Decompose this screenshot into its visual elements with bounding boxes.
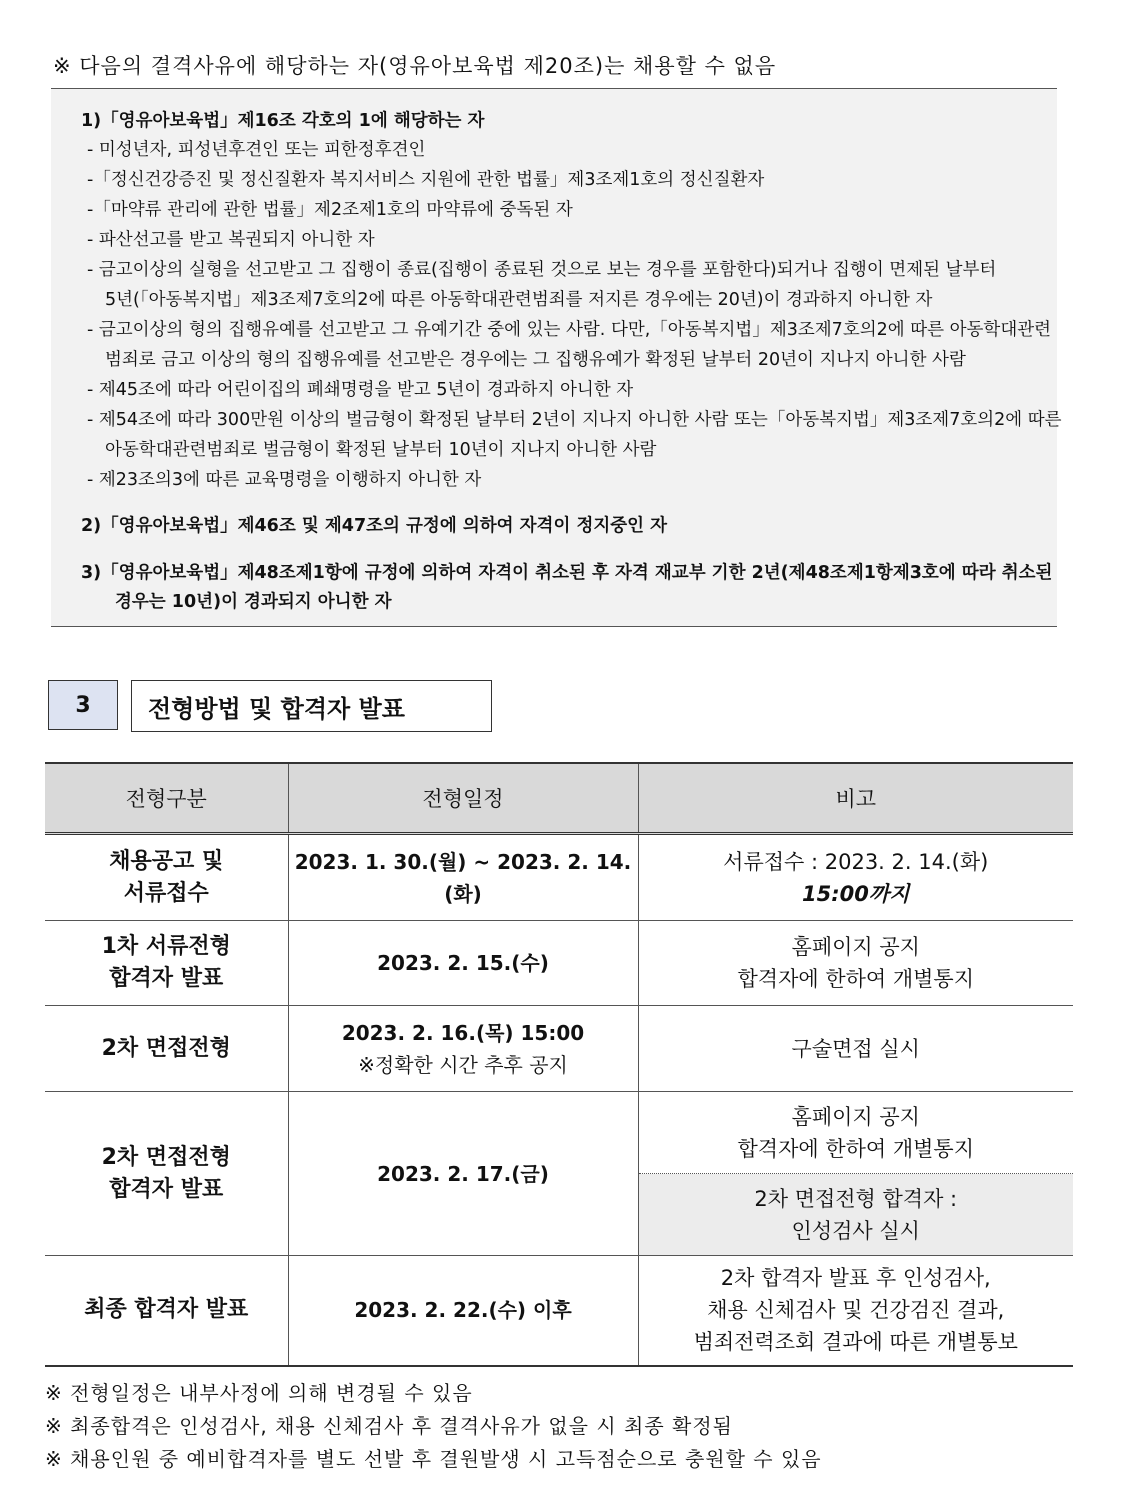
remarks-cell: 2차 합격자 발표 후 인성검사, 채용 신체검사 및 건강검진 결과, 범죄전력조회 결과에 따른 개별통보 <box>638 1256 1073 1366</box>
table-row <box>45 1006 1073 1092</box>
item3-heading-cont: 경우는 10년)이 경과되지 아니한 자 <box>115 592 392 612</box>
remarks-cell-sub: 2차 면접전형 합격자 : 인성검사 실시 <box>638 1174 1073 1256</box>
stage-cell: 2차 면접전형 <box>45 1006 288 1092</box>
table-row <box>45 834 1073 921</box>
header-stage: 전형구분 <box>45 763 288 834</box>
item1-line: 5년(「아동복지법」제3조제7호의2에 따른 아동학대관련범죄를 저지른 경우에는 20년)이 경과하지 아니한 자 <box>105 290 933 310</box>
date-cell: 2023. 2. 17.(금) <box>288 1092 638 1256</box>
table-row <box>45 1256 1073 1366</box>
stage-cell: 채용공고 및 서류접수 <box>45 834 288 921</box>
item1-line: - 금고이상의 실형을 선고받고 그 집행이 종료(집행이 종료된 것으로 보는 경우를 포함한다)되거나 집행이 면제된 날부터 <box>87 260 997 280</box>
date-cell: 2023. 1. 30.(월) ~ 2023. 2. 14.(화) <box>288 834 638 921</box>
table-header-row <box>45 763 1073 834</box>
item1-line: 아동학대관련범죄로 벌금형이 확정된 날부터 10년이 지나지 아니한 사람 <box>105 440 657 460</box>
date-cell: 2023. 2. 22.(수) 이후 <box>288 1256 638 1366</box>
table-row <box>45 921 1073 1006</box>
header-schedule: 전형일정 <box>288 763 638 834</box>
stage-cell: 최종 합격자 발표 <box>45 1256 288 1366</box>
date-cell: 2023. 2. 15.(수) <box>288 921 638 1006</box>
stage-cell: 2차 면접전형 합격자 발표 <box>45 1092 288 1256</box>
section-title: 전형방법 및 합격자 발표 <box>131 680 492 732</box>
item1-line: - 제45조에 따라 어린이집의 폐쇄명령을 받고 5년이 경과하지 아니한 자 <box>87 380 634 400</box>
schedule-table <box>45 762 1073 1367</box>
date-cell: 2023. 2. 16.(목) 15:00 ※정확한 시간 추후 공지 <box>288 1006 638 1092</box>
disqualification-box <box>51 88 1062 627</box>
remarks-cell: 홈페이지 공지 합격자에 한하여 개별통지 <box>638 1092 1073 1174</box>
item1-line: - 파산선고를 받고 복권되지 아니한 자 <box>87 230 375 250</box>
item1-heading: 1)「영유아보육법」제16조 각호의 1에 해당하는 자 <box>81 111 485 131</box>
footnote: ※ 최종합격은 인성검사, 채용 신체검사 후 결격사유가 없을 시 최종 확정됨 <box>45 1414 733 1438</box>
stage-cell: 1차 서류전형 합격자 발표 <box>45 921 288 1006</box>
item2-heading: 2)「영유아보육법」제46조 및 제47조의 규정에 의하여 자격이 정지중인 자 <box>81 516 668 536</box>
item1-line: -「마약류 관리에 관한 법률」제2조제1호의 마약류에 중독된 자 <box>87 200 573 220</box>
item3-heading: 3)「영유아보육법」제48조제1항에 규정에 의하여 자격이 취소된 후 자격 재교부 기한 2년(제48조제1항제3호에 따라 취소된 <box>81 563 1053 583</box>
item1-line: - 금고이상의 형의 집행유예를 선고받고 그 유예기간 중에 있는 사람. 다만,「아동복지법」제3조제7호의2에 따른 아동학대관련 <box>87 320 1052 340</box>
footnote: ※ 채용인원 중 예비합격자를 별도 선발 후 결원발생 시 고득점순으로 충원할 수 있음 <box>45 1447 822 1471</box>
footnotes <box>45 1377 822 1476</box>
item1-line: -「정신건강증진 및 정신질환자 복지서비스 지원에 관한 법률」제3조제1호의 정신질환자 <box>87 170 765 190</box>
remarks-cell: 홈페이지 공지 합격자에 한하여 개별통지 <box>638 921 1073 1006</box>
intro-notice: ※ 다음의 결격사유에 해당하는 자(영유아보육법 제20조)는 채용할 수 없음 <box>53 54 777 78</box>
item1-line: - 제54조에 따라 300만원 이상의 벌금형이 확정된 날부터 2년이 지나지 아니한 사람 또는「아동복지법」제3조제7호의2에 따른 <box>87 410 1062 430</box>
item1-line: - 미성년자, 피성년후견인 또는 피한정후견인 <box>87 140 426 160</box>
header-remarks: 비고 <box>638 763 1073 834</box>
remarks-cell: 서류접수 : 2023. 2. 14.(화) 15:00까지 <box>638 834 1073 921</box>
item1-line: 범죄로 금고 이상의 형의 집행유예를 선고받은 경우에는 그 집행유예가 확정된 날부터 20년이 지나지 아니한 사람 <box>105 350 966 370</box>
remarks-cell: 구술면접 실시 <box>638 1006 1073 1092</box>
section-number: 3 <box>48 680 118 730</box>
item1-line: - 제23조의3에 따른 교육명령을 이행하지 아니한 자 <box>87 470 482 490</box>
table-row <box>45 1092 1073 1174</box>
footnote: ※ 전형일정은 내부사정에 의해 변경될 수 있음 <box>45 1381 473 1405</box>
